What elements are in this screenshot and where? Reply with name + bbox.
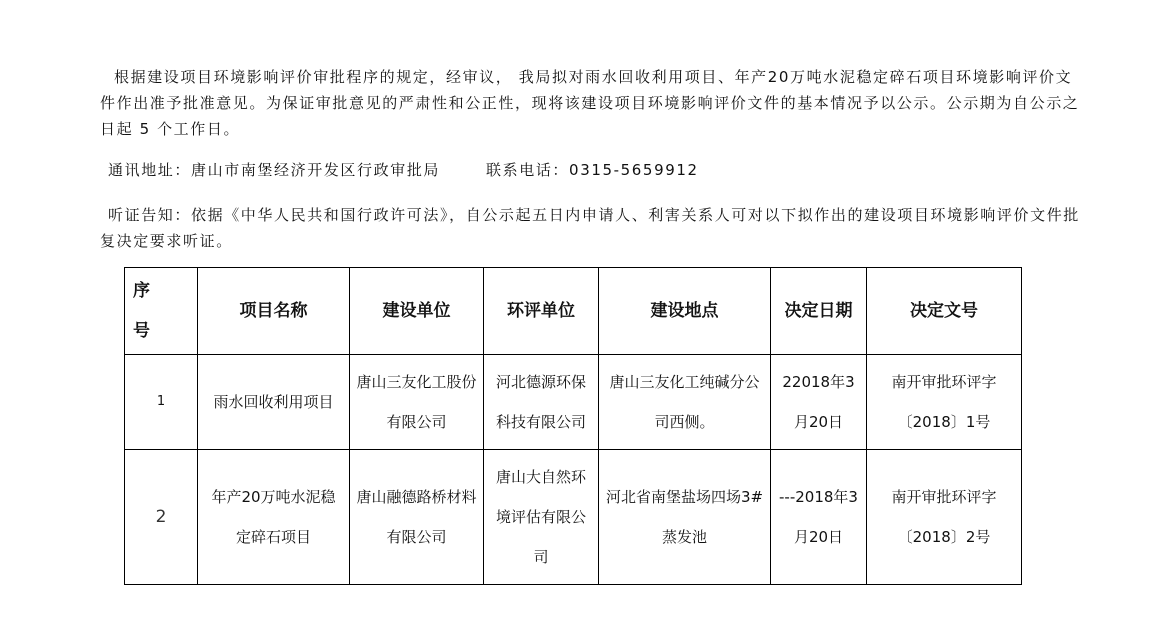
address-value: 唐山市南堡经济开发区行政审批局 bbox=[191, 161, 441, 179]
cell-location: 唐山三友化工纯碱分公司西侧。 bbox=[599, 355, 771, 450]
cell-project-name: 雨水回收利用项目 bbox=[198, 355, 350, 450]
cell-builder: 唐山融德路桥材料有限公司 bbox=[350, 450, 484, 585]
cell-doc-no: 南开审批环评字〔2018〕2号 bbox=[867, 450, 1022, 585]
cell-location: 河北省南堡盐场四场3#蒸发池 bbox=[599, 450, 771, 585]
header-eia-unit: 环评单位 bbox=[484, 268, 599, 355]
hearing-paragraph: 听证告知：依据《中华人民共和国行政许可法》，自公示起五日内申请人、利害关系人可对以下拟作出的建设项目环境影响评价文件批复决定要求听证。 bbox=[100, 206, 1080, 250]
header-builder: 建设单位 bbox=[350, 268, 484, 355]
cell-builder: 唐山三友化工股份有限公司 bbox=[350, 355, 484, 450]
table-row bbox=[125, 355, 1022, 450]
projects-table bbox=[124, 267, 1022, 585]
contact-line bbox=[108, 157, 1088, 183]
cell-date: 22018年3月20日 bbox=[771, 355, 867, 450]
phone-label: 联系电话： bbox=[486, 161, 570, 179]
cell-eia-unit: 河北德源环保科技有限公司 bbox=[484, 355, 599, 450]
table-header-row bbox=[125, 268, 1022, 355]
address-label: 通讯地址： bbox=[108, 161, 192, 179]
cell-date: ---2018年3月20日 bbox=[771, 450, 867, 585]
intro-paragraph: 根据建设项目环境影响评价审批程序的规定，经审议， 我局拟对雨水回收利用项目、年产20万吨水泥稳定碎石项目环境影响评价文件作出准予批准意见。为保证审批意见的严肃性和公正性，现将该建设项目环境影响评价文件的基本情况予以公示。公示期为自公示之日起 5 个工作日。 bbox=[100, 68, 1080, 138]
header-location: 建设地点 bbox=[599, 268, 771, 355]
header-seq: 序 号 bbox=[125, 268, 198, 355]
cell-seq: 1 bbox=[125, 355, 198, 450]
cell-eia-unit: 唐山大自然环境评估有限公司 bbox=[484, 450, 599, 585]
header-project-name: 项目名称 bbox=[198, 268, 350, 355]
cell-seq: 2 bbox=[125, 450, 198, 585]
cell-project-name: 年产20万吨水泥稳定碎石项目 bbox=[198, 450, 350, 585]
table-row bbox=[125, 450, 1022, 585]
header-date: 决定日期 bbox=[771, 268, 867, 355]
header-doc-no: 决定文号 bbox=[867, 268, 1022, 355]
phone-value: 0315-5659912 bbox=[569, 161, 699, 179]
cell-doc-no: 南开审批环评字〔2018〕1号 bbox=[867, 355, 1022, 450]
